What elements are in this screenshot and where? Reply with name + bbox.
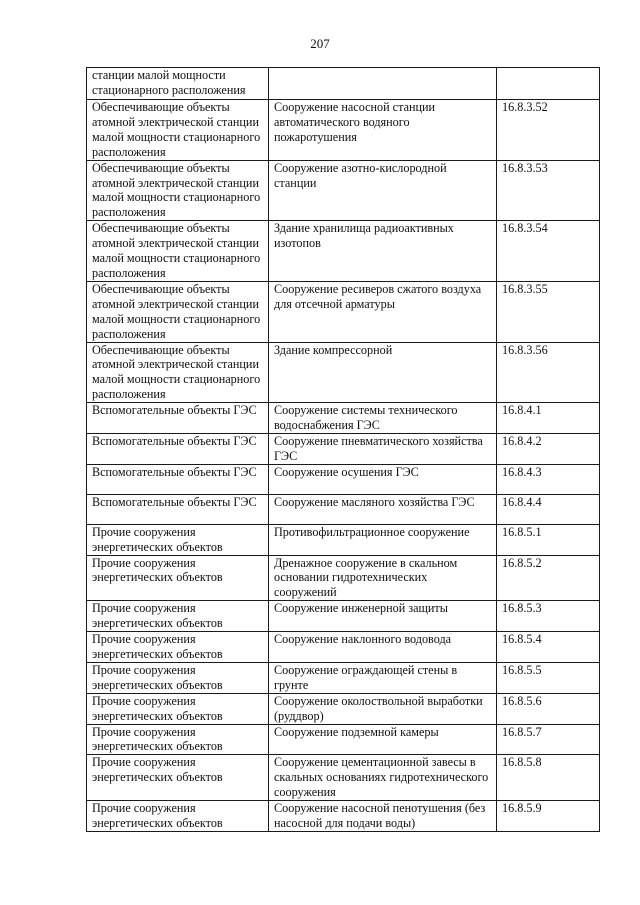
object-code-cell: 16.8.5.7 bbox=[497, 724, 600, 755]
table-row bbox=[87, 601, 600, 632]
object-group-cell: Прочие сооружения энергетических объектов bbox=[87, 601, 269, 632]
table-row bbox=[87, 724, 600, 755]
object-code-cell: 16.8.5.1 bbox=[497, 524, 600, 555]
object-code-cell bbox=[497, 68, 600, 100]
table-row bbox=[87, 524, 600, 555]
objects-table bbox=[86, 67, 600, 832]
object-code-cell: 16.8.4.1 bbox=[497, 403, 600, 434]
object-group-cell: Обеспечивающие объекты атомной электрической станции малой мощности стационарного расположения bbox=[87, 281, 269, 342]
table-row bbox=[87, 281, 600, 342]
object-code-cell: 16.8.3.55 bbox=[497, 281, 600, 342]
object-name-cell: Сооружение системы технического водоснабжения ГЭС bbox=[269, 403, 497, 434]
object-group-cell: Прочие сооружения энергетических объектов bbox=[87, 724, 269, 755]
object-group-cell: Вспомогательные объекты ГЭС bbox=[87, 464, 269, 494]
object-code-cell: 16.8.3.53 bbox=[497, 160, 600, 221]
object-code-cell: 16.8.3.56 bbox=[497, 342, 600, 403]
table-body bbox=[87, 68, 600, 832]
object-group-cell: Вспомогательные объекты ГЭС bbox=[87, 494, 269, 524]
object-name-cell: Сооружение ограждающей стены в грунте bbox=[269, 662, 497, 693]
object-code-cell: 16.8.4.2 bbox=[497, 433, 600, 464]
object-group-cell: Прочие сооружения энергетических объектов bbox=[87, 632, 269, 663]
object-name-cell: Сооружение пневматического хозяйства ГЭС bbox=[269, 433, 497, 464]
object-name-cell: Здание компрессорной bbox=[269, 342, 497, 403]
table-row bbox=[87, 555, 600, 601]
object-code-cell: 16.8.5.5 bbox=[497, 662, 600, 693]
object-name-cell: Сооружение осушения ГЭС bbox=[269, 464, 497, 494]
object-group-cell: Обеспечивающие объекты атомной электрической станции малой мощности стационарного расположения bbox=[87, 221, 269, 282]
table-row bbox=[87, 801, 600, 832]
object-name-cell: Сооружение ресиверов сжатого воздуха для отсечной арматуры bbox=[269, 281, 497, 342]
object-group-cell: Прочие сооружения энергетических объектов bbox=[87, 555, 269, 601]
object-group-cell: Вспомогательные объекты ГЭС bbox=[87, 403, 269, 434]
table-row bbox=[87, 100, 600, 161]
object-name-cell: Дренажное сооружение в скальном основании гидротехнических сооружений bbox=[269, 555, 497, 601]
table-row bbox=[87, 755, 600, 801]
object-name-cell: Сооружение подземной камеры bbox=[269, 724, 497, 755]
table-row bbox=[87, 160, 600, 221]
table-row bbox=[87, 68, 600, 100]
table-row bbox=[87, 403, 600, 434]
object-name-cell: Сооружение инженерной защиты bbox=[269, 601, 497, 632]
table-row bbox=[87, 632, 600, 663]
object-name-cell: Здание хранилища радиоактивных изотопов bbox=[269, 221, 497, 282]
object-code-cell: 16.8.5.3 bbox=[497, 601, 600, 632]
object-code-cell: 16.8.5.4 bbox=[497, 632, 600, 663]
object-group-cell: Прочие сооружения энергетических объектов bbox=[87, 801, 269, 832]
object-code-cell: 16.8.4.3 bbox=[497, 464, 600, 494]
object-name-cell: Противофильтрационное сооружение bbox=[269, 524, 497, 555]
table-row bbox=[87, 342, 600, 403]
object-code-cell: 16.8.3.52 bbox=[497, 100, 600, 161]
object-name-cell: Сооружение насосной станции автоматического водяного пожаротушения bbox=[269, 100, 497, 161]
object-code-cell: 16.8.5.8 bbox=[497, 755, 600, 801]
object-group-cell: Обеспечивающие объекты атомной электрической станции малой мощности стационарного расположения bbox=[87, 100, 269, 161]
object-code-cell: 16.8.5.9 bbox=[497, 801, 600, 832]
object-name-cell bbox=[269, 68, 497, 100]
object-code-cell: 16.8.4.4 bbox=[497, 494, 600, 524]
page-number: 207 bbox=[310, 36, 330, 51]
table-row bbox=[87, 464, 600, 494]
table-row bbox=[87, 494, 600, 524]
object-name-cell: Сооружение наклонного водовода bbox=[269, 632, 497, 663]
table-row bbox=[87, 433, 600, 464]
object-group-cell: Прочие сооружения энергетических объектов bbox=[87, 693, 269, 724]
object-group-cell: Прочие сооружения энергетических объектов bbox=[87, 755, 269, 801]
object-name-cell: Сооружение азотно-кислородной станции bbox=[269, 160, 497, 221]
object-code-cell: 16.8.3.54 bbox=[497, 221, 600, 282]
object-name-cell: Сооружение насосной пенотушения (без насосной для подачи воды) bbox=[269, 801, 497, 832]
object-group-cell: Обеспечивающие объекты атомной электрической станции малой мощности стационарного расположения bbox=[87, 342, 269, 403]
object-group-cell: Вспомогательные объекты ГЭС bbox=[87, 433, 269, 464]
object-name-cell: Сооружение околоствольной выработки (руддвор) bbox=[269, 693, 497, 724]
table-row bbox=[87, 662, 600, 693]
object-group-cell: станции малой мощности стационарного расположения bbox=[87, 68, 269, 100]
object-code-cell: 16.8.5.2 bbox=[497, 555, 600, 601]
table-row bbox=[87, 221, 600, 282]
table-row bbox=[87, 693, 600, 724]
object-group-cell: Прочие сооружения энергетических объектов bbox=[87, 662, 269, 693]
object-group-cell: Обеспечивающие объекты атомной электрической станции малой мощности стационарного расположения bbox=[87, 160, 269, 221]
object-name-cell: Сооружение масляного хозяйства ГЭС bbox=[269, 494, 497, 524]
object-group-cell: Прочие сооружения энергетических объектов bbox=[87, 524, 269, 555]
object-code-cell: 16.8.5.6 bbox=[497, 693, 600, 724]
object-name-cell: Сооружение цементационной завесы в скальных основаниях гидротехнического сооружения bbox=[269, 755, 497, 801]
